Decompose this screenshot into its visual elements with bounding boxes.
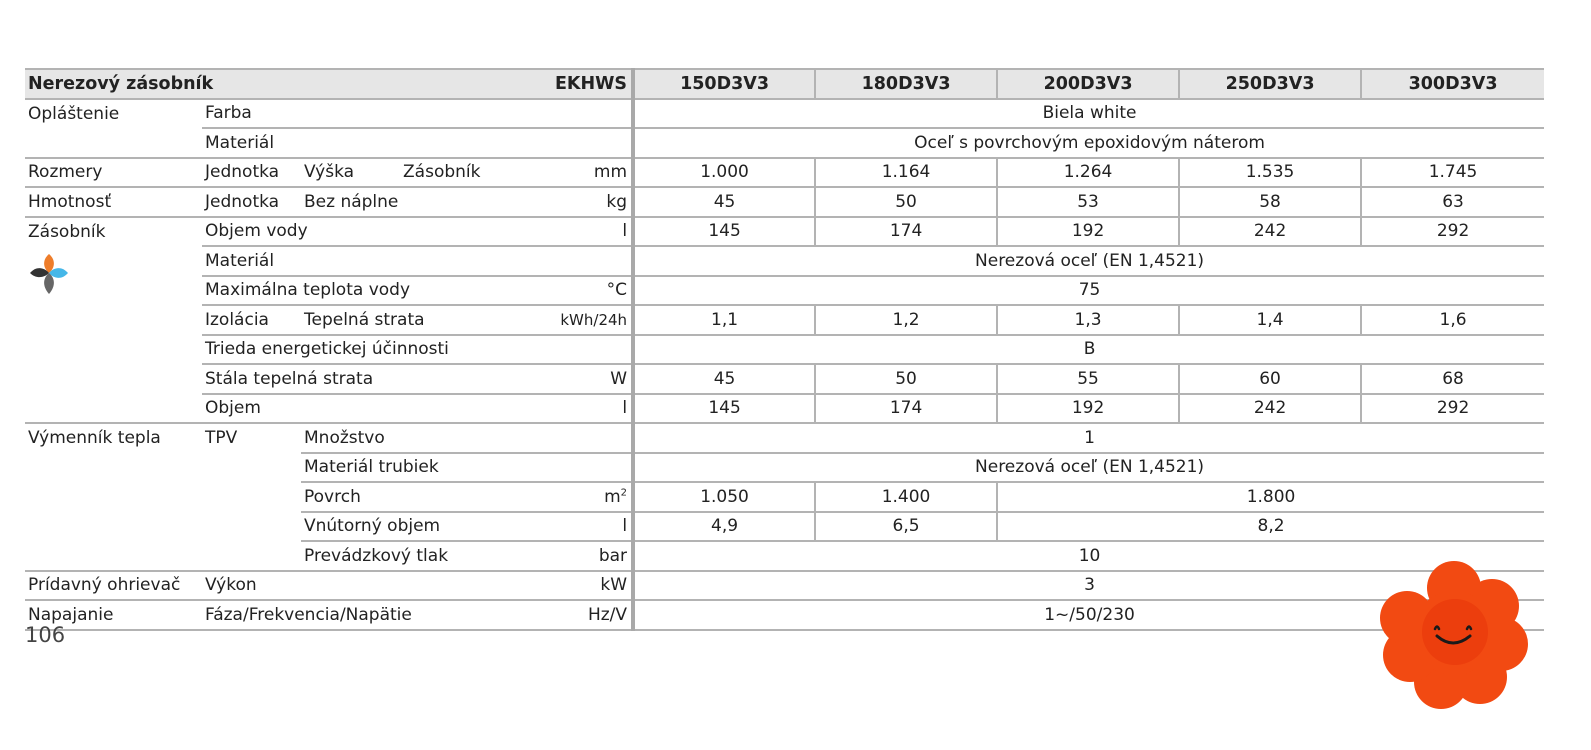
smiling-flower-mascot <box>1377 556 1532 711</box>
row-label: Materiál <box>202 128 556 158</box>
table-row <box>25 99 1544 129</box>
row-label: Objem vody <box>202 217 556 247</box>
table-row <box>25 335 1544 365</box>
model-header: 200D3V3 <box>997 69 1179 99</box>
row-value: B <box>633 335 1544 365</box>
row-label: Trieda energetickej účinnosti <box>202 335 556 365</box>
cell-value: 145 <box>633 394 815 424</box>
row-unit: l <box>556 217 633 247</box>
cell-value: 50 <box>815 364 997 394</box>
table-row <box>25 394 1544 424</box>
model-header: 250D3V3 <box>1179 69 1361 99</box>
row-value: 10 <box>633 541 1544 571</box>
cell-value: 1.400 <box>815 482 997 512</box>
cell-value: 60 <box>1179 364 1361 394</box>
cell-value: 1,1 <box>633 305 815 335</box>
row-sublabel: Jednotka <box>202 158 301 188</box>
table-row <box>25 423 1544 453</box>
cell-value: 68 <box>1361 364 1544 394</box>
table-row <box>25 217 1544 247</box>
cell-value: 1,3 <box>997 305 1179 335</box>
row-value: Nerezová oceľ (EN 1,4521) <box>633 246 1544 276</box>
cell-value: 192 <box>997 217 1179 247</box>
row-unit: l <box>556 512 633 542</box>
cell-value: 292 <box>1361 394 1544 424</box>
row-sublabel: TPV <box>205 428 238 449</box>
cell-value: 1,6 <box>1361 305 1544 335</box>
row-value: Nerezová oceľ (EN 1,4521) <box>633 453 1544 483</box>
row-label: Stála tepelná strata <box>202 364 556 394</box>
cell-value: 192 <box>997 394 1179 424</box>
row-label: Množstvo <box>301 423 556 453</box>
model-header: 150D3V3 <box>633 69 815 99</box>
cell-value: 174 <box>815 394 997 424</box>
row-label: Objem <box>202 394 556 424</box>
row-label: Fáza/Frekvencia/Napätie <box>202 600 556 630</box>
row-value: 3 <box>633 571 1544 601</box>
row-label: Materiál trubiek <box>301 453 556 483</box>
row-unit: Hz/V <box>556 600 633 630</box>
cell-value: 1.050 <box>633 482 815 512</box>
row-label: Prevádzkový tlak <box>301 541 556 571</box>
cell-value: 50 <box>815 187 997 217</box>
cell-value: 174 <box>815 217 997 247</box>
row-label: Materiál <box>202 246 556 276</box>
cell-value: 1.264 <box>997 158 1179 188</box>
table-row <box>25 128 1544 158</box>
row-unit: mm <box>556 158 633 188</box>
row-unit: kg <box>556 187 633 217</box>
table-row <box>25 246 1544 276</box>
icon-petal-grey <box>44 273 54 294</box>
table-row <box>25 541 1544 571</box>
unit-base: m <box>604 486 621 507</box>
model-header: 300D3V3 <box>1361 69 1544 99</box>
row-unit: bar <box>556 541 633 571</box>
table-row <box>25 158 1544 188</box>
cell-value: 45 <box>633 187 815 217</box>
cell-value: 1.000 <box>633 158 815 188</box>
row-unit: l <box>556 394 633 424</box>
row-unit <box>556 482 633 512</box>
heating-cooling-icon <box>28 252 70 296</box>
cell-value: 1.800 <box>997 482 1544 512</box>
row-label: Povrch <box>301 482 556 512</box>
row-label: Izolácia <box>202 305 301 335</box>
table-row <box>25 276 1544 306</box>
row-sublabel: Zásobník <box>400 158 556 188</box>
cell-value: 45 <box>633 364 815 394</box>
mascot-face <box>1422 599 1488 665</box>
row-label: Maximálna teplota vody <box>202 276 556 306</box>
cell-value: 242 <box>1179 394 1361 424</box>
table-row <box>25 571 1544 601</box>
series-label: EKHWS <box>400 69 633 99</box>
row-value: 75 <box>633 276 1544 306</box>
cell-value: 292 <box>1361 217 1544 247</box>
cell-value: 63 <box>1361 187 1544 217</box>
row-label: Výkon <box>202 571 556 601</box>
row-group-label: Napajanie <box>25 600 202 630</box>
cell-value: 4,9 <box>633 512 815 542</box>
row-unit: W <box>556 364 633 394</box>
table-row <box>25 600 1544 630</box>
header-row <box>25 69 1544 99</box>
row-group-label: Výmenník tepla <box>28 428 161 449</box>
cell-value: 1.535 <box>1179 158 1361 188</box>
cell-value: 8,2 <box>997 512 1544 542</box>
row-value: Biela white <box>633 99 1544 129</box>
row-value: 1~/50/230 <box>633 600 1544 630</box>
row-label: Vnútorný objem <box>301 512 556 542</box>
row-value: 1 <box>633 423 1544 453</box>
table-row <box>25 187 1544 217</box>
table-row <box>25 453 1544 483</box>
row-value: Oceľ s povrchovým epoxidovým náterom <box>633 128 1544 158</box>
table-row <box>25 512 1544 542</box>
row-group-label: Zásobník <box>28 221 106 242</box>
cell-value: 1,4 <box>1179 305 1361 335</box>
row-group-label: Opláštenie <box>28 103 120 124</box>
table-row <box>25 364 1544 394</box>
row-sublabel: Jednotka <box>202 187 301 217</box>
row-unit: °C <box>556 276 633 306</box>
page-number: 106 <box>25 623 66 647</box>
cell-value: 1,2 <box>815 305 997 335</box>
table-row <box>25 305 1544 335</box>
row-group-label: Prídavný ohrievač <box>25 571 202 601</box>
cell-value: 145 <box>633 217 815 247</box>
row-sublabel: Tepelná strata <box>301 305 556 335</box>
unit-superscript: 2 <box>620 487 628 499</box>
cell-value: 242 <box>1179 217 1361 247</box>
row-group-label: Rozmery <box>25 158 202 188</box>
row-sublabel: Bez náplne <box>301 187 556 217</box>
row-sublabel: Výška <box>301 158 400 188</box>
model-header: 180D3V3 <box>815 69 997 99</box>
spec-table <box>25 68 1544 631</box>
row-unit: kW <box>556 571 633 601</box>
cell-value: 55 <box>997 364 1179 394</box>
cell-value: 6,5 <box>815 512 997 542</box>
row-group-label: Hmotnosť <box>25 187 202 217</box>
cell-value: 53 <box>997 187 1179 217</box>
cell-value: 1.164 <box>815 158 997 188</box>
cell-value: 1.745 <box>1361 158 1544 188</box>
row-label: Farba <box>202 99 556 129</box>
table-row <box>25 482 1544 512</box>
cell-value: 58 <box>1179 187 1361 217</box>
table-title: Nerezový zásobník <box>25 69 400 99</box>
row-unit: kWh/24h <box>556 305 633 335</box>
